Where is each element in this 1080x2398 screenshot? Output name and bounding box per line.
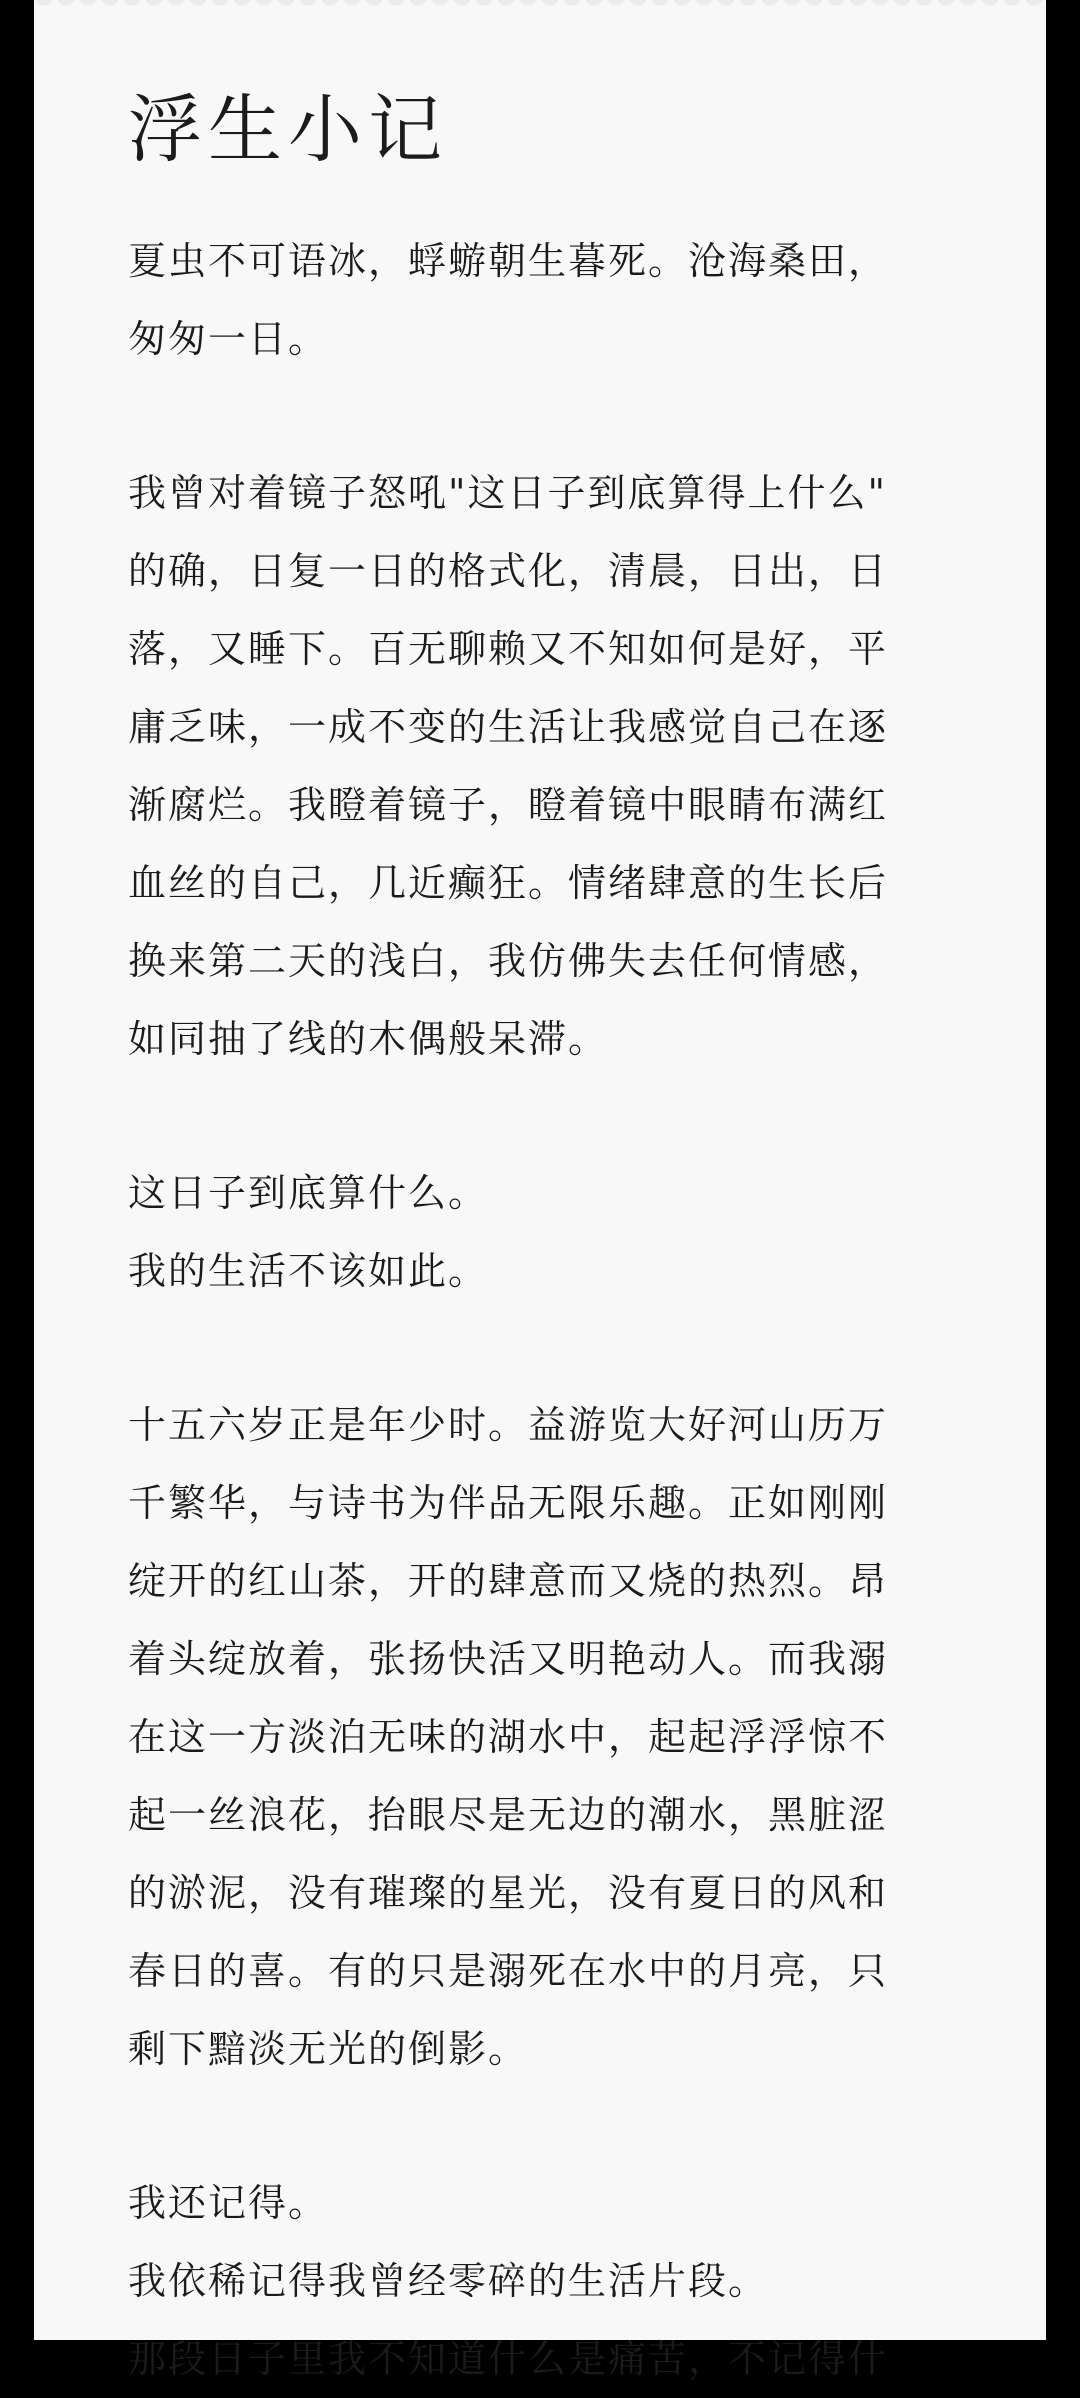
paragraph-memory: 我还记得。 我依稀记得我曾经零碎的生活片段。 那段日子里我不知道什么是痛苦，不记得什 [128,2181,889,2381]
paragraph-intro: 夏虫不可语冰，蜉蝣朝生暮死。沧海桑田， 匆匆一日。 [128,239,889,361]
paragraph-youth: 十五六岁正是年少时。益游览大好河山历万 千繁华，与诗书为伴品无限乐趣。正如刚刚 绽开的红山茶，开的肆意而又烧的热烈。昂 着头绽放着，张扬快活又明艳动人。而我溺 在这一方淡泊无味的湖水中，起起浮浮惊不 起一丝浪花，抬眼尽是无边的潮水，黑脏涩 的淤泥，没有璀璨的星光，没有夏日的风和 春日的喜。有的只是溺死在水中的月亮，只 剩下黯淡无光的倒影。 [128,1403,889,2071]
paragraph-gap [128,2088,978,2164]
paragraph-gap [128,1310,978,1386]
paragraph-question: 这日子到底算什么。 我的生活不该如此。 [128,1171,489,1293]
paragraph-gap [128,378,978,454]
document-page [34,0,1046,2381]
paragraph-mirror: 我曾对着镜子怒吼"这日子到底算得上什么" 的确，日复一日的格式化，清晨，日出，日 落，又睡下。百无聊赖又不知如何是好，平 庸乏味，一成不变的生活让我感觉自己在逐 渐腐烂。我瞪着镜子，瞪着镜中眼睛布满红 血丝的自己，几近癫狂。情绪肆意的生长后 换来第二天的浅白，我仿佛失去任何情感， 如同抽了线的木偶般呆滞。 [128,471,889,1061]
torn-paper-edge [34,0,1046,30]
paragraph-gap [128,1078,978,1154]
document-title: 浮生小记 [128,87,448,173]
document-content [128,74,978,2398]
